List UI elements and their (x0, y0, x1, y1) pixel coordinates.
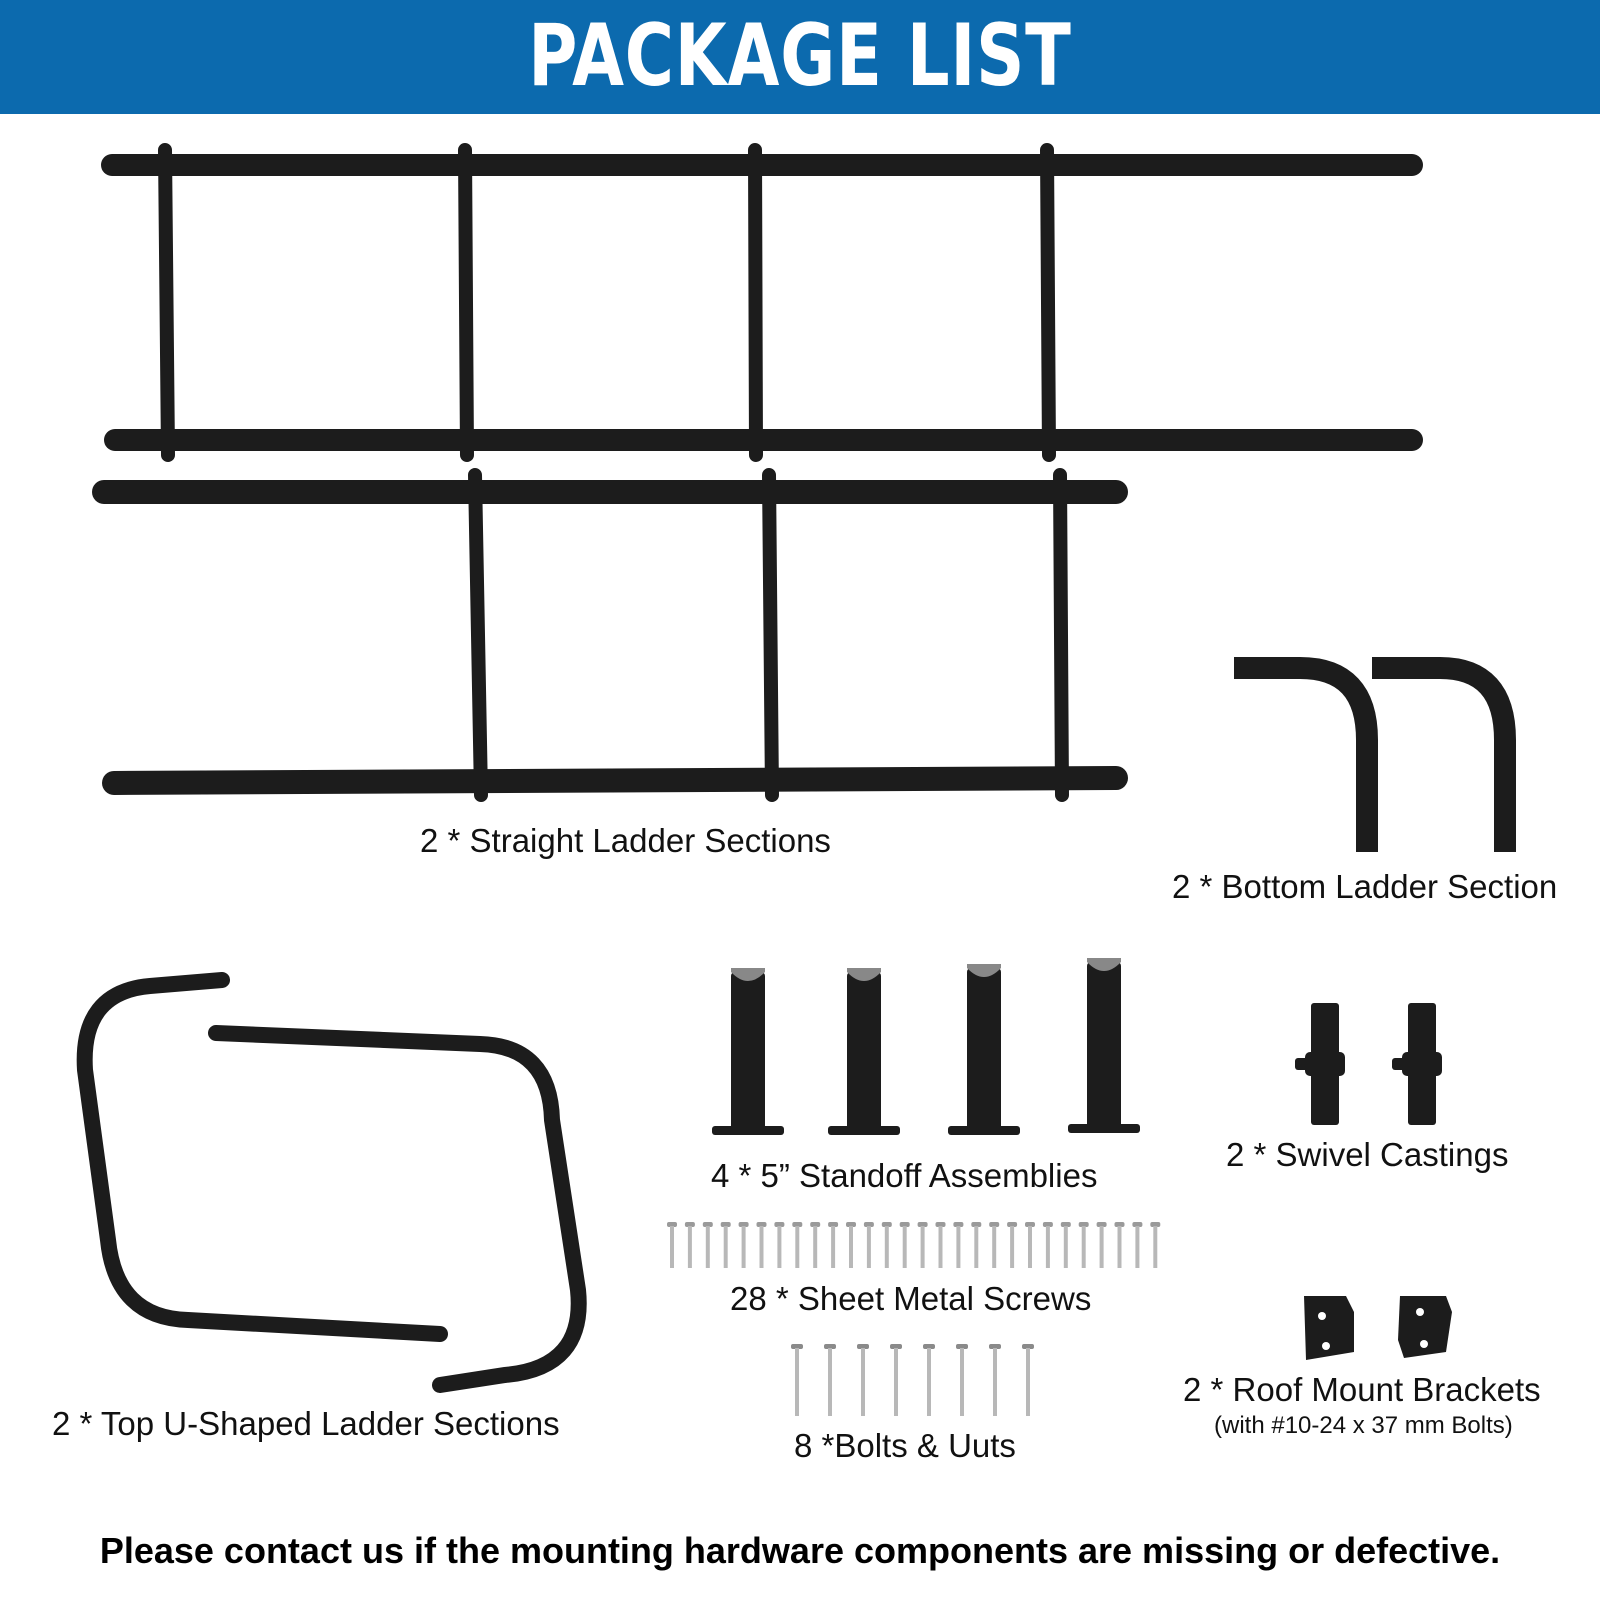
screw (953, 1222, 963, 1268)
item-label-bolts: 8 *Bolts & Uuts (794, 1427, 1016, 1464)
screw (1025, 1222, 1035, 1268)
screw (721, 1222, 731, 1268)
bolt (857, 1344, 869, 1416)
footer-note: Please contact us if the mounting hardware components are missing or defective. (99, 1530, 1501, 1571)
screw (1079, 1222, 1089, 1268)
screw (703, 1222, 713, 1268)
standoff-assemblies (712, 958, 1140, 1135)
screw (757, 1222, 767, 1268)
screw (1043, 1222, 1053, 1268)
screw (989, 1222, 999, 1268)
bolt (824, 1344, 836, 1416)
bolt (923, 1344, 935, 1416)
item-label-bottom-ladder: 2 * Bottom Ladder Section (1172, 868, 1558, 905)
bolts-and-nuts (791, 1344, 1034, 1416)
screw (882, 1222, 892, 1268)
screw (667, 1222, 677, 1268)
page-title: PACKAGE LIST (528, 6, 1072, 106)
bolt (989, 1344, 1001, 1416)
item-label-standoff: 4 * 5” Standoff Assemblies (711, 1157, 1098, 1194)
screw (1061, 1222, 1071, 1268)
bolt (956, 1344, 968, 1416)
roof-mount-brackets (1304, 1296, 1452, 1360)
item-note-roof-brackets: (with #10-24 x 37 mm Bolts) (1214, 1412, 1513, 1439)
screw (918, 1222, 928, 1268)
screw (792, 1222, 802, 1268)
sheet-metal-screws (667, 1222, 1160, 1268)
screw (1007, 1222, 1017, 1268)
bolt (791, 1344, 803, 1416)
screw (774, 1222, 784, 1268)
item-label-top-u-ladder: 2 * Top U-Shaped Ladder Sections (52, 1405, 560, 1442)
item-label-roof-brackets: 2 * Roof Mount Brackets (1183, 1371, 1541, 1408)
bolt (890, 1344, 902, 1416)
bolt (1022, 1344, 1034, 1416)
straight-ladder-section-1 (112, 150, 1412, 455)
screw (739, 1222, 749, 1268)
screw (846, 1222, 856, 1268)
screw (864, 1222, 874, 1268)
swivel-castings (1295, 1003, 1442, 1125)
straight-ladder-section-2 (104, 475, 1116, 795)
top-u-shaped-ladder-sections (85, 980, 579, 1385)
screw (1115, 1222, 1125, 1268)
item-label-swivel: 2 * Swivel Castings (1226, 1136, 1509, 1173)
screw (810, 1222, 820, 1268)
screw (936, 1222, 946, 1268)
screw (1150, 1222, 1160, 1268)
item-label-screws: 28 * Sheet Metal Screws (730, 1280, 1092, 1317)
screw (1132, 1222, 1142, 1268)
item-label-straight-ladder: 2 * Straight Ladder Sections (420, 822, 831, 859)
screw (900, 1222, 910, 1268)
screw (828, 1222, 838, 1268)
screw (685, 1222, 695, 1268)
screw (1097, 1222, 1107, 1268)
screw (971, 1222, 981, 1268)
bottom-ladder-sections (1234, 668, 1505, 852)
